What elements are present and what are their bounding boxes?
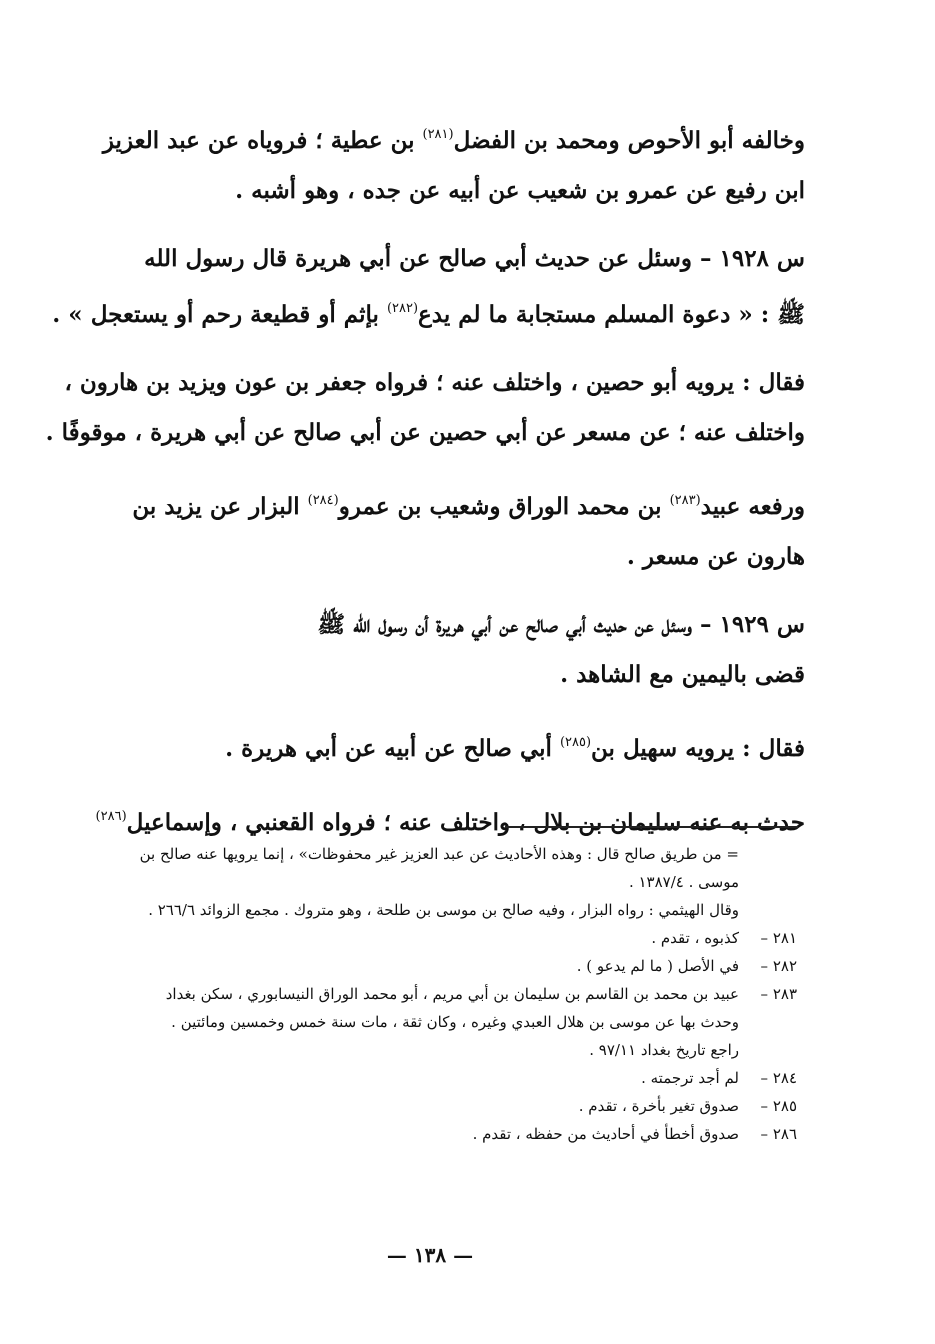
- text-segment: حدث به عنه سليمان بن بلال ، واختلف عنه ؛ فرواه القعنبي ، وإسماعيل: [126, 809, 805, 836]
- footnote-284: [88, 1064, 797, 1092]
- text-segment: ورفعه عبيد: [700, 493, 805, 520]
- footnote-number: ٢٨٥ –: [760, 1097, 797, 1115]
- footnote-text: موسى . ١٣٨٧/٤ .: [628, 873, 739, 891]
- text-line: [88, 718, 805, 774]
- text-line: ابن رفيع عن عمرو بن شعيب عن أبيه عن جده ، وهو أشبه .: [235, 177, 805, 204]
- footnote-marker-283[interactable]: (٢٨٣): [669, 493, 701, 508]
- text-segment: وخالفه أبو الأحوص ومحمد بن الفضل: [453, 127, 805, 154]
- page-number: — ١٣٨ —: [386, 1243, 474, 1267]
- footnote-text: راجع تاريخ بغداد ٩٧/١١ .: [589, 1041, 739, 1059]
- footnote-number: ٢٨٢ –: [760, 957, 797, 975]
- text-segment: بن محمد الوراق وشعيب بن عمرو: [338, 493, 670, 520]
- footnote-283: [88, 980, 797, 1008]
- text-segment: بإثم أو قطيعة رحم أو يستعجل » .: [52, 301, 387, 328]
- footnote-continuation-line: [88, 868, 797, 896]
- footnote-number: ٢٨١ –: [760, 929, 797, 947]
- footnote-text: لم أجد ترجمته .: [641, 1069, 739, 1087]
- footnote-283-line-2: [88, 1008, 797, 1036]
- footnote-continuation-line: [88, 896, 797, 924]
- text-line: [88, 110, 805, 166]
- footnote-283-line-3: [88, 1036, 797, 1064]
- text-line: فقال : يرويه أبو حصين ، واختلف عنه ؛ فرواه جعفر بن عون ويزيد بن هارون ،: [64, 369, 805, 396]
- text-line: [88, 476, 805, 532]
- text-line: واختلف عنه ؛ عن مسعر عن أبي حصين عن أبي صالح عن أبي هريرة ، موقوفًا .: [45, 419, 805, 446]
- answer-1929: [88, 718, 805, 774]
- footnote-text: وقال الهيثمي : رواه البزار ، وفيه صالح بن موسى بن طلحة ، وهو متروك . مجمع الزوائد ٢٦٦/٦ .: [148, 901, 739, 919]
- text-line: هارون عن مسعر .: [626, 543, 805, 570]
- footnote-285: [88, 1092, 797, 1120]
- footnote-text: صدوق أخطأ في أحاديث من حفظه ، تقدم .: [472, 1125, 739, 1143]
- main-text: [45, 110, 805, 866]
- footnote-marker-284[interactable]: (٢٨٤): [307, 493, 339, 508]
- footnote-number: ٢٨٤ –: [760, 1069, 797, 1087]
- text-segment: أبي صالح عن أبيه عن أبي هريرة .: [225, 735, 560, 762]
- question-1929: [88, 600, 805, 700]
- paragraph-continuation: [88, 110, 805, 216]
- footnote-281: [88, 924, 797, 952]
- footnotes: [88, 840, 797, 1148]
- footnote-text: كذبوه ، تقدم .: [651, 929, 739, 947]
- footnote-divider: [505, 826, 798, 828]
- text-segment: بن عطية ؛ فروياه عن عبد العزيز: [102, 127, 423, 154]
- text-line: س ١٩٢٩ – وسئل عن حديث أبي صالح عن أبي هريرة أن رسول الله ﷺ: [317, 611, 805, 638]
- footnote-text: في الأصل ( ما لم يدعو ) .: [576, 957, 739, 975]
- text-segment: البزار عن يزيد بن: [132, 493, 308, 520]
- footnote-text: صدوق تغير بأخرة ، تقدم .: [578, 1097, 739, 1115]
- text-segment: ﷺ : « دعوة المسلم مستجابة ما لم يدع: [418, 301, 805, 328]
- footnote-marker-282[interactable]: (٢٨٢): [386, 301, 419, 316]
- text-line: قضى باليمين مع الشاهد .: [560, 661, 805, 688]
- footnote-text: عبيد بن محمد بن القاسم بن سليمان بن أبي مريم ، أبو محمد الوراق النيسابوري ، سكن بغداد: [165, 985, 739, 1003]
- footnote-286: [88, 1120, 797, 1148]
- answer-1928: [45, 358, 805, 458]
- footnote-number: ٢٨٣ –: [760, 985, 797, 1003]
- footnote-continuation-line: [88, 840, 797, 868]
- footnote-marker-286[interactable]: (٢٨٦): [95, 809, 127, 824]
- text-segment: فقال : يرويه سهيل بن: [591, 735, 805, 762]
- footnote-marker-285[interactable]: (٢٨٥): [559, 735, 592, 750]
- footnote-number: ٢٨٦ –: [760, 1125, 797, 1143]
- text-line: س ١٩٢٨ – وسئل عن حديث أبي صالح عن أبي هريرة قال رسول الله: [144, 245, 805, 272]
- paragraph-marfu: [88, 476, 805, 582]
- question-1928: [52, 234, 805, 340]
- footnote-marker-281[interactable]: (٢٨١): [422, 127, 454, 142]
- footnote-text: وحدث بها عن موسى بن هلال العبدي وغيره ، وكان ثقة ، مات سنة خمس وخمسين ومائتين .: [171, 1013, 739, 1031]
- footnote-282: [88, 952, 797, 980]
- footnote-text: = من طريق صالح قال : وهذه الأحاديث عن عبد العزيز غير محفوظات» ، إنما يرويها عنه صالح بن: [139, 845, 739, 863]
- text-line: [52, 284, 805, 340]
